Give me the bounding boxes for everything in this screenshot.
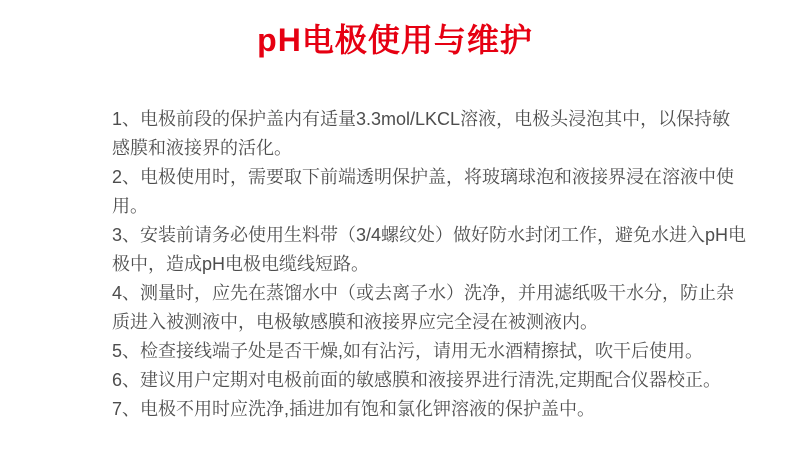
item-text: 测量时，应先在蒸馏水中（或去离子水）洗净，并用滤纸吸干水分，防止杂质进入被测液中，电极敏感膜和液接界应完全浸在被测液内。	[112, 283, 735, 332]
item-text: 电极不用时应洗净,插进加有饱和氯化钾溶液的保护盖中。	[140, 399, 596, 419]
item-number: 4、	[112, 283, 141, 303]
item-text: 建议用户定期对电极前面的敏感膜和液接界进行清洗,定期配合仪器校正。	[140, 370, 722, 390]
item-number: 1、	[112, 109, 141, 129]
list-item	[112, 279, 748, 337]
instructions-list	[112, 105, 748, 424]
item-number: 5、	[112, 341, 141, 361]
item-number: 7、	[112, 399, 141, 419]
item-text: 安装前请务必使用生料带（3/4螺纹处）做好防水封闭工作，避免水进入pH电极中，造成pH电极电缆线短路。	[112, 225, 747, 274]
item-number: 6、	[112, 370, 141, 390]
list-item	[112, 366, 748, 395]
list-item	[112, 395, 748, 424]
list-item	[112, 337, 748, 366]
item-number: 3、	[112, 225, 141, 245]
list-item	[112, 163, 748, 221]
page-title: pH电极使用与维护	[257, 22, 533, 58]
item-text: 检查接线端子处是否干燥,如有沾污，请用无水酒精擦拭，吹干后使用。	[140, 341, 704, 361]
item-text: 电极使用时，需要取下前端透明保护盖，将玻璃球泡和液接界浸在溶液中使用。	[112, 167, 735, 216]
list-item	[112, 105, 748, 163]
item-text: 电极前段的保护盖内有适量3.3mol/LKCL溶液，电极头浸泡其中，以保持敏感膜和液接界的活化。	[112, 109, 731, 158]
item-number: 2、	[112, 167, 141, 187]
list-item	[112, 221, 748, 279]
